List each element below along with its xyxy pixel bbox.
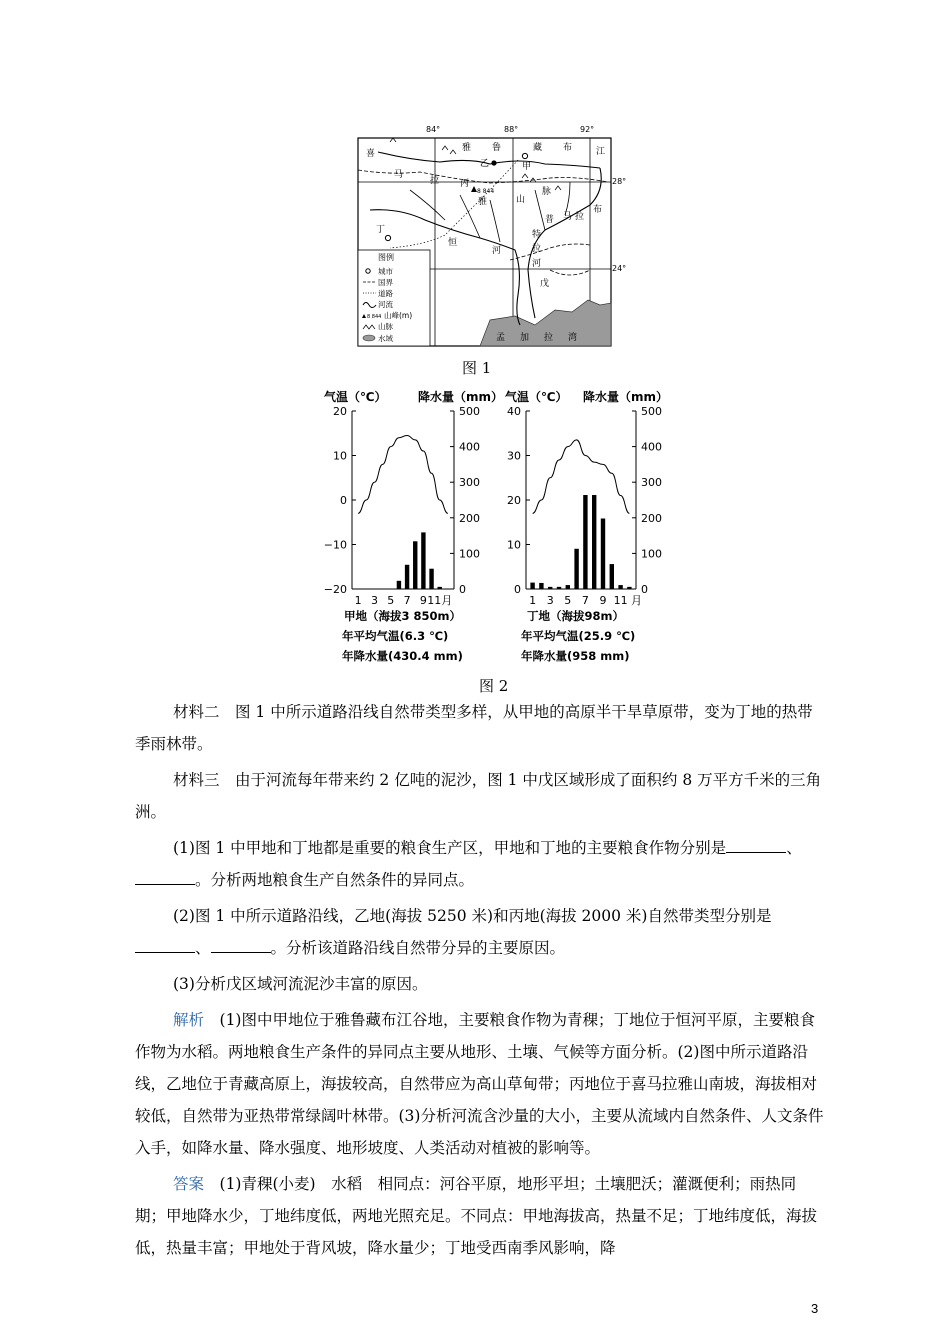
q2-blank-2 [211, 938, 271, 953]
right-precip-bar [583, 495, 587, 589]
lon-88: 88° [504, 125, 519, 134]
left-precip-tick-label: 400 [459, 440, 480, 454]
lbl-yarlung-2: 藏 [533, 143, 543, 153]
lat-24: 24° [612, 264, 627, 273]
city-jia [522, 153, 527, 158]
lbl-yarlung-3: 布 [563, 143, 573, 153]
figure2-caption: 图 2 [479, 677, 509, 695]
lbl-bay-0: 孟 [496, 333, 506, 343]
right-month-tick-label: 1 [529, 594, 537, 607]
right-precip-bar [557, 587, 561, 589]
left-month-tick-label: 1 [354, 594, 362, 607]
city-yi [491, 160, 496, 165]
legend-item-river: 河流 [378, 300, 393, 309]
left-station: 甲地（海拔3 850m） [344, 609, 461, 623]
right-precip-bar [592, 495, 596, 589]
right-temp-tick-label: 30 [507, 449, 521, 463]
place-wu: 戊 [540, 279, 550, 289]
legend-item-city: 城市 [378, 267, 393, 276]
right-precip-bar [574, 549, 578, 589]
left-precip-bar [405, 565, 409, 589]
right-precip-tick-label: 500 [641, 405, 662, 418]
legend-item-border: 国界 [378, 278, 393, 287]
right-temp-tick-label: 40 [507, 405, 521, 418]
q1-text-c: 。分析两地粮食生产自然条件的异同点。 [195, 871, 475, 889]
left-precip-tick-label: 300 [459, 476, 480, 490]
map-figure [350, 120, 627, 352]
lbl-bay-2: 拉 [544, 333, 554, 343]
left-month-tick-label: 7 [403, 594, 411, 607]
legend-city-icon [366, 269, 370, 273]
lbl-yarlung-0: 雅 [462, 143, 472, 153]
lbl-himalaya-4: 山 [516, 195, 526, 205]
left-annual-temp: 年平均气温(6.3 ℃) [342, 629, 449, 643]
right-month-tick-label: 3 [546, 594, 554, 607]
left-precip-bar [397, 581, 401, 589]
lbl-brahma-4: 特 [532, 230, 542, 240]
left-precip-axis-label: 降水量（mm） [418, 390, 504, 404]
left-precip-bar [429, 569, 433, 589]
answer-text: (1)青稞(小麦) 水稻 相同点：河谷平原，地形平坦；土壤肥沃；灌溉便利；雨热同期；甲地降水少，丁地纬度低，两地光照充足。不同点：甲地海拔高，热量不足；丁地纬度低，海拔低，热量丰富；甲地处于背风坡，降水量少；丁地受西南季风影响，降 [135, 1175, 818, 1257]
lbl-brahma-6: 河 [532, 259, 542, 269]
legend-item-peak: 山峰(m) [384, 311, 413, 320]
left-month-tick-label: 11月 [427, 594, 453, 607]
material-2: 材料二 图 1 中所示道路沿线自然带类型多样，从甲地的高原半干旱草原带，变为丁地的热带季雨林带。 [135, 703, 813, 753]
left-temp-tick-label: 0 [340, 494, 347, 507]
lbl-yarlung-1: 鲁 [492, 143, 502, 153]
right-month-tick-label: 月 [630, 594, 642, 607]
q1-text-a: (1)图 1 中甲地和丁地都是重要的粮食生产区，甲地和丁地的主要粮食作物分别是 [173, 839, 727, 857]
question-2 [135, 900, 825, 964]
right-temp-tick-label: 0 [514, 583, 521, 596]
left-month-tick-label: 9 [419, 594, 427, 607]
lbl-brahma-2: 马 [563, 212, 573, 222]
page-number: 3 [811, 1301, 819, 1316]
right-precip-bar [610, 564, 614, 589]
right-station: 丁地（海拔98m） [527, 609, 624, 623]
question-3: (3)分析戊区域河流泥沙丰富的原因。 [173, 975, 428, 993]
figure1-caption: 图 1 [462, 359, 492, 377]
lbl-bay-3: 湾 [568, 333, 578, 343]
right-precip-axis-label: 降水量（mm） [583, 390, 669, 404]
right-temp-tick-label: 20 [507, 494, 521, 507]
right-precip-bar [618, 585, 622, 589]
place-yi: 乙 [480, 159, 490, 169]
q1-blank-1 [726, 838, 786, 853]
q2-text-b: 、 [195, 939, 211, 957]
text-body [135, 696, 825, 1264]
legend-title: 图例 [378, 253, 394, 262]
legend-box [358, 250, 430, 346]
analysis-label: 解析 [173, 1011, 205, 1029]
climate-chart-jia [322, 384, 502, 672]
peak-height: 8 844 [477, 188, 495, 195]
lbl-himalaya-0: 喜 [366, 149, 376, 159]
right-precip-tick-label: 300 [641, 476, 662, 490]
right-annual-temp: 年平均气温(25.9 ℃) [521, 629, 636, 643]
right-annual-precip: 年降水量(958 mm) [521, 649, 630, 663]
lbl-brahma-0: 布 [593, 205, 603, 215]
q2-text-c: 。分析该道路沿线自然带分异的主要原因。 [270, 939, 566, 957]
left-temp-tick-label: 20 [333, 405, 347, 418]
answer-label: 答案 [173, 1175, 205, 1193]
material-3: 材料三 由于河流每年带来约 2 亿吨的泥沙，图 1 中戊区域形成了面积约 8 万平方千米的三角洲。 [135, 771, 822, 821]
question-1 [135, 832, 825, 896]
right-precip-tick-label: 200 [641, 511, 662, 525]
right-precip-bar [566, 585, 570, 589]
left-precip-tick-label: 0 [459, 583, 466, 596]
lbl-himalaya-2: 拉 [430, 176, 440, 186]
right-month-tick-label: 11 [613, 594, 628, 607]
lbl-himalaya-3: 雅 [478, 197, 488, 207]
q2-blank-1 [135, 938, 195, 953]
lat-28: 28° [612, 177, 627, 186]
q1-text-b: 、 [786, 839, 802, 857]
lbl-brahma-5: 拉 [532, 244, 542, 254]
lbl-bay-1: 加 [520, 333, 530, 343]
right-precip-tick-label: 400 [641, 440, 662, 454]
right-precip-tick-label: 0 [641, 583, 648, 596]
lbl-ganges-0: 恒 [448, 238, 458, 248]
right-temp-line [533, 440, 630, 513]
analysis [135, 1004, 825, 1164]
left-precip-bar [438, 587, 442, 589]
lbl-brahma-1: 拉 [575, 212, 585, 222]
left-precip-tick-label: 500 [459, 405, 480, 418]
left-precip-tick-label: 200 [459, 511, 480, 525]
legend-water-icon [363, 335, 375, 341]
right-precip-tick-label: 100 [641, 547, 662, 561]
border-line-2 [510, 244, 590, 275]
lbl-himalaya-1: 马 [394, 170, 404, 180]
right-plot-area [507, 405, 662, 607]
left-temp-tick-label: −10 [323, 538, 347, 552]
lon-84: 84° [426, 125, 441, 134]
right-precip-bar [601, 519, 605, 589]
left-month-tick-label: 5 [387, 594, 395, 607]
left-precip-bar [421, 532, 425, 589]
q1-blank-2 [135, 870, 195, 885]
right-precip-bar [627, 587, 631, 589]
climate-chart-ding [503, 384, 683, 672]
legend-item-road: 道路 [378, 289, 393, 298]
lbl-himalaya-5: 脉 [542, 187, 552, 197]
left-temp-tick-label: −20 [323, 583, 347, 596]
lon-92: 92° [580, 125, 595, 134]
right-month-tick-label: 5 [564, 594, 572, 607]
right-precip-bar [548, 587, 552, 589]
right-month-tick-label: 7 [581, 594, 589, 607]
left-temp-axis-label: 气温（℃） [324, 390, 387, 404]
lbl-ganges-1: 河 [492, 246, 502, 256]
left-plot-area [324, 405, 480, 607]
legend-item-mountain: 山脉 [378, 322, 393, 331]
right-precip-bar [530, 583, 534, 589]
place-jia: 甲 [522, 162, 532, 172]
right-precip-bar [539, 583, 543, 589]
left-annual-precip: 年降水量(430.4 mm) [342, 649, 463, 663]
place-ding: 丁 [376, 225, 386, 235]
left-temp-tick-label: 10 [333, 449, 347, 463]
city-ding [385, 235, 390, 240]
q2-text-a: (2)图 1 中所示道路沿线，乙地(海拔 5250 米)和丙地(海拔 2000 米)自然带类型分别是 [173, 907, 772, 925]
lbl-yarlung-4: 江 [596, 147, 606, 157]
left-precip-tick-label: 100 [459, 547, 480, 561]
legend-peak-prefix: 8 844 [367, 314, 382, 320]
right-temp-axis-label: 气温（℃） [505, 390, 568, 404]
right-month-tick-label: 9 [599, 594, 607, 607]
lbl-brahma-3: 普 [545, 215, 555, 225]
left-month-tick-label: 3 [370, 594, 378, 607]
left-precip-bar [413, 541, 417, 589]
right-temp-tick-label: 10 [507, 538, 521, 552]
legend-item-water: 水域 [378, 334, 393, 343]
left-temp-line [358, 435, 448, 513]
place-bing: 丙 [460, 179, 470, 189]
analysis-text: (1)图中甲地位于雅鲁藏布江谷地，主要粮食作物为青稞；丁地位于恒河平原，主要粮食作物为水稻。两地粮食生产条件的异同点主要从地形、土壤、气候等方面分析。(2)图中所示道路沿线，乙地位于青藏高原上，海拔较高，自然带应为高山草甸带；丙地位于喜马拉雅山南坡，海拔相对较低，自然带为亚热带常绿阔叶林带。(3)分析河流含沙量的大小，主要从流域内自然条件、人文条件入手，如降水量、降水强度、地形坡度、人类活动对植被的影响等。 [135, 1011, 824, 1157]
answer [135, 1168, 825, 1264]
